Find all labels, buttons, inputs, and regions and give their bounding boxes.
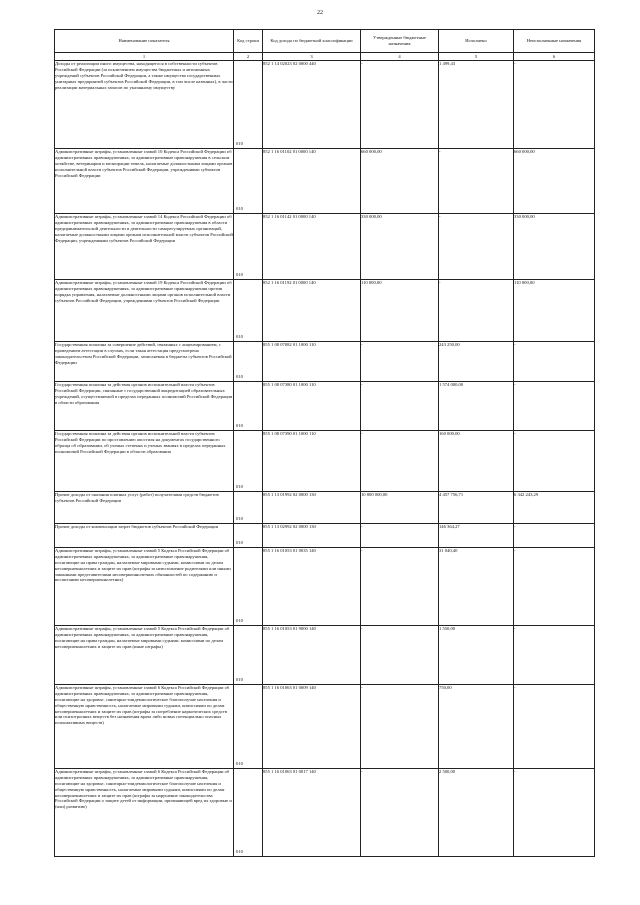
column-number: 3 [263, 53, 361, 61]
header-approved: Утвержденные бюджетные назначения [361, 30, 439, 53]
table-row [55, 280, 595, 342]
row-line-code-cell [234, 685, 263, 769]
column-number: 5 [439, 53, 514, 61]
row-approved: 110 000,00 [361, 280, 439, 342]
row-unexecuted: - [514, 61, 595, 149]
table-row [55, 61, 595, 149]
row-line-code: 010 [236, 849, 243, 855]
table-row [55, 524, 595, 548]
column-number: 4 [361, 53, 439, 61]
row-line-code: 010 [236, 206, 243, 212]
row-line-code: 010 [236, 272, 243, 278]
row-income-code: 855 1 16 01053 01 9000 140 [263, 626, 361, 685]
row-line-code-cell [234, 149, 263, 214]
column-number: 1 [55, 53, 234, 61]
table-header-row [55, 30, 595, 53]
row-name: Административные штрафы, установленные главой 5 Кодекса Российской Федерации об административных правонарушениях, за административные правонарушения, посягающие на права граждан, налагаемые мировыми судьями, комиссиями по делам несовершеннолетних и защите их прав (иные штрафы) [55, 626, 234, 685]
table-row [55, 548, 595, 626]
row-income-code: 852 1 16 01192 01 0000 140 [263, 280, 361, 342]
row-line-code-cell [234, 431, 263, 492]
row-income-code: 855 1 16 01063 01 0017 140 [263, 769, 361, 857]
row-executed: 1 499,43 [439, 61, 514, 149]
table-row [55, 431, 595, 492]
table-row [55, 492, 595, 524]
row-line-code: 010 [236, 141, 243, 147]
row-income-code: 855 1 13 01992 02 0000 130 [263, 492, 361, 524]
row-approved: - [361, 548, 439, 626]
column-number: 2 [234, 53, 263, 61]
row-unexecuted: - [514, 342, 595, 382]
header-unexecuted: Неисполненные назначения [514, 30, 595, 53]
row-income-code: 852 1 14 02023 02 0000 440 [263, 61, 361, 149]
row-approved: 660 000,00 [361, 149, 439, 214]
row-name: Административные штрафы, установленные главой 5 Кодекса Российской Федерации об административных правонарушениях, за административные правонарушения, посягающие на права граждан, налагаемые мировыми судьями, комиссиями по делам несовершеннолетних и защите их прав (штрафы за неисполнение родителями или иными законными представителями несовершеннолетних обязанностей по содержанию и воспитанию несовершеннолетних) [55, 548, 234, 626]
row-unexecuted: - [514, 626, 595, 685]
table-row [55, 214, 595, 280]
row-line-code: 010 [236, 540, 243, 546]
row-executed: 1 574 000,00 [439, 382, 514, 431]
row-approved: - [361, 382, 439, 431]
row-executed: - [439, 214, 514, 280]
row-approved: - [361, 685, 439, 769]
row-line-code-cell [234, 548, 263, 626]
row-name: Административные штрафы, установленные главой 6 Кодекса Российской Федерации об административных правонарушениях, за административные правонарушения, посягающие на здоровье, санитарно-эпидемиологическое благополучие населения и общественную нравственность, налагаемые мировыми судьями, комиссиями по делам несовершеннолетних и защите их прав (штрафы за потребление наркотических средств или психотропных веществ без назначения врача либо новых потенциально опасных психоактивных веществ) [55, 685, 234, 769]
row-approved: - [361, 524, 439, 548]
header-line-code: Код строки [234, 30, 263, 53]
row-name: Доходы от реализации иного имущества, находящегося в собственности субъектов Российской Федерации (за исключением имущества бюджетных и автономных учреждений субъектов Российской Федерации, а также имущества государственных унитарных предприятий субъектов Российской Федерации, в том числе казенных), в части реализации материальных запасов по указанному имуществу [55, 61, 234, 149]
row-line-code: 010 [236, 423, 243, 429]
row-name: Административные штрафы, установленные главой 6 Кодекса Российской Федерации об административных правонарушениях, за административные правонарушения, посягающие на здоровье, санитарно-эпидемиологическое благополучие населения и общественную нравственность, налагаемые мировыми судьями, комиссиями по делам несовершеннолетних и защите их прав (штрафы за нарушение законодательства Российской Федерации о защите детей от информации, причиняющей вред их здоровью и (или) развитию) [55, 769, 234, 857]
row-income-code: 852 1 16 01142 01 0000 140 [263, 214, 361, 280]
row-line-code: 010 [236, 484, 243, 490]
row-executed: 160 000,00 [439, 431, 514, 492]
row-line-code-cell [234, 214, 263, 280]
row-line-code-cell [234, 342, 263, 382]
row-line-code: 010 [236, 334, 243, 340]
row-name: Государственная пошлина за действия органов исполнительной власти субъектов Российской Федерации, связанные с государственной аккредитацией образовательных учреждений, осуществляемой в пределах переданных полномочий Российской Федерации в области образования [55, 382, 234, 431]
row-income-code: 855 1 08 07390 01 1000 110 [263, 431, 361, 492]
row-unexecuted: - [514, 431, 595, 492]
row-line-code: 010 [236, 618, 243, 624]
page-number: 22 [317, 10, 323, 16]
row-executed: - [439, 280, 514, 342]
row-income-code: 855 1 16 01063 01 0009 140 [263, 685, 361, 769]
row-executed: 1 550,00 [439, 626, 514, 685]
row-line-code-cell [234, 769, 263, 857]
row-line-code-cell [234, 524, 263, 548]
row-name: Прочие доходы от компенсации затрат бюджетов субъектов Российской Федерации [55, 524, 234, 548]
table-row [55, 769, 595, 857]
row-executed: 750,00 [439, 685, 514, 769]
row-unexecuted: 110 000,00 [514, 280, 595, 342]
row-line-code-cell [234, 382, 263, 431]
row-unexecuted: 660 000,00 [514, 149, 595, 214]
column-number-row [55, 53, 595, 61]
table-row [55, 685, 595, 769]
row-approved: - [361, 769, 439, 857]
row-line-code-cell [234, 626, 263, 685]
row-name: Административные штрафы, установленные главой 14 Кодекса Российской Федерации об административных правонарушениях, за административные правонарушения в области предпринимательской деятельности и деятельности саморегулируемых организаций, налагаемые должностными лицами органов исполнительной власти субъектов Российской Федерации, учреждениями субъектов Российской Федерации [55, 214, 234, 280]
table-row [55, 149, 595, 214]
row-unexecuted: - [514, 524, 595, 548]
row-executed: 2 500,00 [439, 769, 514, 857]
table-row [55, 382, 595, 431]
row-unexecuted: - [514, 685, 595, 769]
row-executed: 243 250,00 [439, 342, 514, 382]
row-executed: 146 364,27 [439, 524, 514, 548]
row-line-code-cell [234, 280, 263, 342]
table-row [55, 626, 595, 685]
row-income-code: 855 1 08 07082 01 1000 110 [263, 342, 361, 382]
row-name: Государственная пошлина за действия органов исполнительной власти субъектов Российской Федерации по проставлению апостиля на документах государственного образца об образовании, об ученых степенях и ученых званиях в пределах переданных полномочий Российской Федерации в области образования [55, 431, 234, 492]
row-line-code: 010 [236, 677, 243, 683]
row-name: Государственная пошлина за совершение действий, связанных с лицензированием, с проведением аттестации в случаях, если такая аттестация предусмотрена законодательством Российской Федерации, зачисляемая в бюджеты субъектов Российской Федерации [55, 342, 234, 382]
row-approved: 330 000,00 [361, 214, 439, 280]
row-income-code: 852 1 16 01102 01 0000 140 [263, 149, 361, 214]
row-unexecuted: - [514, 548, 595, 626]
header-income-code: Код дохода по бюджетной классификации [263, 30, 361, 53]
row-approved: 10 800 000,00 [361, 492, 439, 524]
row-approved: - [361, 431, 439, 492]
row-income-code: 855 1 08 07380 01 1000 110 [263, 382, 361, 431]
revenue-table [54, 29, 595, 857]
table-row [55, 342, 595, 382]
row-executed: 31 040,40 [439, 548, 514, 626]
header-executed: Исполнено [439, 30, 514, 53]
row-line-code: 010 [236, 761, 243, 767]
row-unexecuted: 330 000,00 [514, 214, 595, 280]
row-unexecuted: - [514, 382, 595, 431]
row-approved: - [361, 342, 439, 382]
row-name: Административные штрафы, установленные главой 10 Кодекса Российской Федерации об административных правонарушениях, за административные правонарушения в сельском хозяйстве, ветеринарии и мелиорации земель, налагаемые должностными лицами органов исполнительной власти субъектов Российской Федерации, учреждениями субъектов Российской Федерации [55, 149, 234, 214]
row-line-code: 010 [236, 516, 243, 522]
row-name: Административные штрафы, установленные главой 19 Кодекса Российской Федерации об административных правонарушениях, за административные правонарушения против порядка управления, налагаемые должностными лицами органов исполнительной власти субъектов Российской Федерации, учреждениями субъектов Российской Федерации [55, 280, 234, 342]
row-approved: - [361, 61, 439, 149]
column-number: 6 [514, 53, 595, 61]
row-executed: - [439, 149, 514, 214]
row-approved: - [361, 626, 439, 685]
row-income-code: 855 1 13 02992 02 0000 130 [263, 524, 361, 548]
row-income-code: 855 1 16 01053 01 0035 140 [263, 548, 361, 626]
row-unexecuted: 6 342 243,29 [514, 492, 595, 524]
row-line-code: 010 [236, 374, 243, 380]
row-line-code-cell [234, 492, 263, 524]
row-line-code-cell [234, 61, 263, 149]
row-unexecuted: - [514, 769, 595, 857]
row-name: Прочие доходы от оказания платных услуг (работ) получателями средств бюджетов субъектов Российской Федерации [55, 492, 234, 524]
header-name: Наименование показателя [55, 30, 234, 53]
row-executed: 4 457 756,71 [439, 492, 514, 524]
